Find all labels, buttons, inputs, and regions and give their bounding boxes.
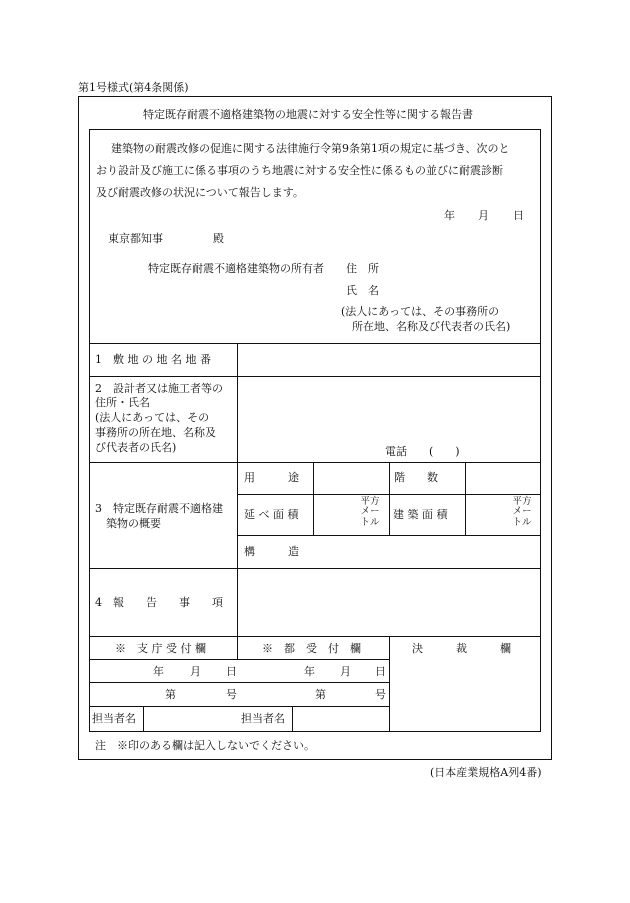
rule-row1-top [89, 343, 541, 344]
row2-line-2: 住所・氏名 [95, 396, 150, 409]
address-label: 住 所 [346, 262, 379, 275]
metro-staff-input[interactable] [294, 708, 387, 730]
branch-date-month: 月 [190, 665, 201, 678]
rule-v-staff-a [143, 706, 144, 732]
row4-label: 4 報 告 事 項 [95, 596, 223, 609]
row1-input[interactable] [240, 345, 539, 374]
building-area-unit: 平方 メー トル [512, 496, 532, 528]
metro-date-day: 日 [375, 665, 386, 678]
rule-row3-b [237, 535, 541, 536]
rule-receipt-1 [89, 659, 389, 660]
rule-receipt-2 [89, 682, 389, 683]
row2-line-5: び代表者の氏名) [95, 441, 177, 454]
date-year: 年 [444, 209, 455, 222]
branch-date-year: 年 [153, 665, 164, 678]
intro-line-3: 及び耐震改修の状況について報告します。 [96, 186, 304, 199]
intro-line-1: 建築物の耐震改修の促進に関する法律施行令第9条第1項の規定に基づき、次のと [111, 142, 510, 155]
date-day: 日 [513, 209, 524, 222]
total-floor-area-label: 延 べ 面 積 [244, 508, 299, 521]
rule-v-staff-b [292, 706, 293, 732]
intro-line-2: おり設計及び施工に係る事項のうち地震に対する安全性に係るもの並びに耐震診断 [96, 164, 503, 177]
name-label: 氏 名 [346, 284, 379, 297]
rule-receipt-top [89, 636, 541, 637]
rule-receipt-3 [89, 706, 389, 707]
branch-number-no: 第 [165, 688, 176, 701]
date-month: 月 [478, 209, 489, 222]
structure-label: 構 造 [244, 545, 299, 558]
row2-line-1: 2 設計者又は施工者等の [95, 382, 223, 395]
row2-line-3: (法人にあっては、その [95, 411, 210, 424]
metro-number-no: 第 [315, 688, 326, 701]
rule-v-decision [389, 636, 390, 732]
corp-note-1: (法人にあっては、その事務所の [341, 305, 500, 318]
branch-date-day: 日 [226, 665, 237, 678]
rule-row4-top [89, 568, 541, 569]
total-floor-area-unit: 平方 メー トル [360, 496, 380, 528]
metro-date-year: 年 [304, 665, 315, 678]
use-label: 用 途 [244, 471, 299, 484]
row4-input[interactable] [240, 570, 539, 634]
metro-number-go: 号 [375, 688, 386, 701]
row3-line-2: 築物の概要 [106, 517, 161, 530]
row3-line-1: 3 特定既存耐震不適格建 [95, 502, 223, 515]
branch-staff-input[interactable] [145, 708, 237, 730]
building-area-label: 建 築 面 積 [393, 508, 448, 521]
form-number: 第1号様式(第4条関係) [78, 81, 189, 94]
corp-note-2: 所在地、名称及び代表者の氏名) [352, 320, 511, 333]
row2-input[interactable] [240, 378, 539, 438]
row1-label: 1 敷 地 の 地 名 地 番 [95, 353, 211, 366]
decision-header: 決 裁 欄 [412, 642, 511, 655]
honorific: 殿 [213, 232, 224, 245]
rule-v-313 [313, 462, 314, 535]
rule-v-389 [389, 462, 390, 535]
metro-date-month: 月 [340, 665, 351, 678]
structure-input[interactable] [315, 537, 539, 566]
floors-input[interactable] [467, 464, 539, 492]
row2-line-4: 事務所の所在地、名称及 [95, 426, 216, 439]
owner-label: 特定既存耐震不適格建築物の所有者 [148, 262, 324, 275]
rule-row2-top [89, 376, 541, 377]
metro-receipt-header: ※ 都 受 付 欄 [262, 642, 361, 655]
rule-row3-top [89, 462, 541, 463]
branch-number-go: 号 [226, 688, 237, 701]
metro-staff-label: 担当者名 [241, 712, 285, 725]
floors-label: 階 数 [394, 471, 438, 484]
rule-label-col [237, 343, 238, 659]
form-title: 特定既存耐震不適格建築物の地震に対する安全性等に関する報告書 [143, 108, 473, 121]
footnote: 注 ※印のある欄は記入しないでください。 [95, 739, 315, 752]
phone-label: 電話 ( ) [385, 445, 460, 458]
branch-staff-label: 担当者名 [92, 712, 136, 725]
rule-v-465 [465, 462, 466, 535]
branch-receipt-header: ※ 支 庁 受 付 欄 [115, 642, 206, 655]
use-input[interactable] [315, 464, 387, 492]
paper-size-note: (日本産業規格A列4番) [430, 766, 542, 779]
addressee: 東京都知事 [108, 232, 163, 245]
